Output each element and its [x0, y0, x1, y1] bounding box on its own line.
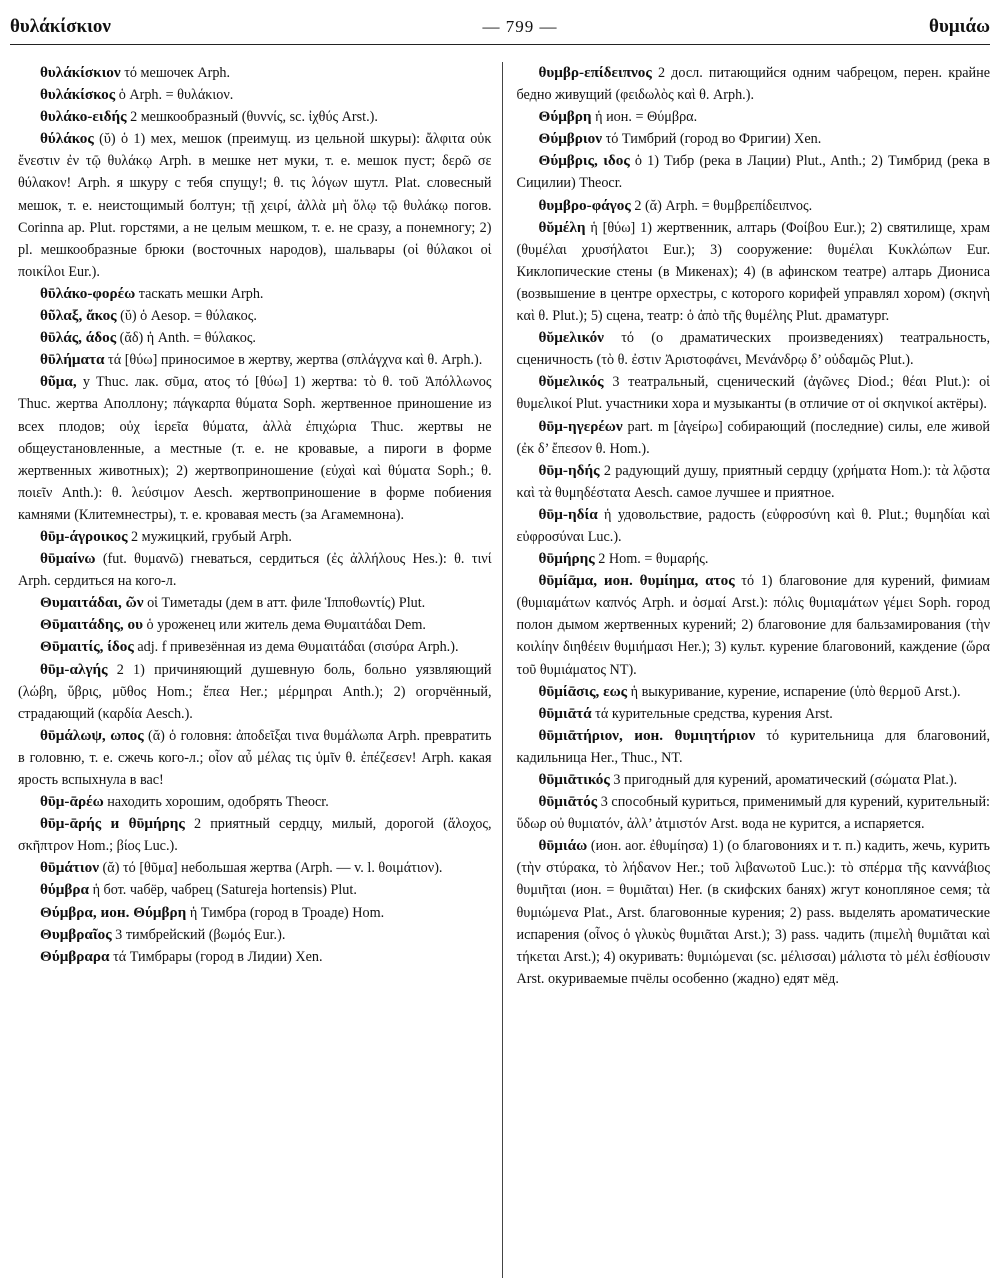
entry-definition: (ᾰ) τό [θῦμα] небольшая жертва (Arph. — v. l. θοιμάτιον).	[102, 860, 443, 877]
dictionary-entry	[517, 371, 991, 415]
dictionary-entry	[18, 371, 492, 526]
entry-headword: Θύμβραρα	[40, 947, 110, 965]
entry-definition: 2 1) причиняющий душевную боль, больно уязвляющий (λώβη, ὕβρις, μῦθος Hom.; ἔπεα Her.; μέρμηραι Anth.); 2) огорчённый, страдающий (καρδία Aesch.).	[18, 661, 492, 722]
entry-definition: ἡ удовольствие, радость (εὐφροσύνη καὶ θ. Plut.; θυμηδίαι καὶ εὐφροσύναι Luc.).	[516, 506, 990, 545]
entry-headword: θυλάκο-ειδής	[40, 108, 127, 126]
dictionary-entry	[517, 195, 991, 217]
entry-definition: (ῠ) ὁ 1) мех, мешок (преимущ. из цельной шкуры): ἄλφιτα οὐκ ἔνεστιν ἐν τῷ θυλάκῳ Arph. в мешке нет муки, т. е. мешок пуст; δερῶ σε θύλακον! Arph. я шкуру с тебя спущу!; θ. τις λόγων шутл. Plat. словесный мешок, т. е. неистощимый болтун; τῇ χειρί, ἀλλὰ μὴ ὅλῳ τῷ θυλάκῳ погов. Corinna ap. Plut. горстями, а не целым мешком, т. е. не сразу, а понемногу; 2) pl. мешкообразные брюки (восточных народов), шальвары (οἱ θύλακοι οἱ ποικίλοι Eur.).	[18, 131, 492, 280]
entry-headword: θυλάκίσκος	[40, 86, 116, 104]
dictionary-entry	[517, 128, 991, 150]
entry-definition: adj. f привезённая из дема Θυμαιτάδαι (σισύρα Arph.).	[137, 639, 459, 656]
entry-headword: Θύμβρη	[538, 108, 592, 126]
entry-definition: ὁ 1) Тибр (река в Лации) Plut., Anth.; 2) Тимбрид (река в Сицилии) Theocr.	[516, 153, 990, 192]
dictionary-entry	[18, 813, 492, 857]
entry-headword: θύμβρα	[40, 881, 90, 899]
entry-definition: (fut. θυμανῶ) гневаться, сердиться (ἐς ἀλλήλους Hes.): θ. τινί Arph. сердиться на кого-л.	[18, 551, 492, 590]
entry-headword: θῦλαξ, ἄκος	[40, 307, 117, 325]
entry-definition: находить хорошим, одобрять Theocr.	[107, 794, 329, 811]
entry-definition: τό мешочек Arph.	[124, 65, 231, 81]
entry-headword: Θῡμαιτίς, ίδος	[40, 638, 134, 656]
entry-definition: 2 радующий душу, приятный сердцу (χρήματα Hom.): τὰ λῷστα καὶ τὰ θυμηδέστατα Aesch. самое лучшее и приятное.	[516, 462, 990, 501]
entry-definition: 3 театральный, сценический (ἀγῶνες Diod.; θέαι Plut.): οἱ θυμελικοί Plut. участники хора и музыканты (в отличие от οἱ σκηνικοί актёры).	[516, 374, 990, 413]
entry-definition: 2 (ᾰ) Arph. = θυμβρεπίδειπνος.	[634, 197, 813, 214]
entry-definition: у Thuc. лак. σῦμα, ατος τό [θύω] 1) жертва: τὸ θ. τοῦ Ἀπόλλωνος Thuc. жертва Аполлону; πάγκαρπα θύματα Soph. жертвенное приношение из всех плодов; οὐχ ἱερεῖα θύματα, ἀλλὰ ἐπιχώρια Thuc. жертвы не общеустановленные, а местные (т. е. не кровавые, а пироги в форме жертвенных животных); 2) жертвоприношение (εὐχαὶ καὶ θύματα Soph.; θ. ποιεῖν Anth.): θ. λεύσιμον Aesch. жертвоприношение в форме побиения камнями (Клитемнестры), т. е. кровавая месть (за Агамемнона).	[18, 374, 492, 523]
dictionary-entry	[18, 305, 492, 327]
dictionary-entry	[18, 62, 492, 84]
entry-headword: θῡμαίνω	[40, 550, 96, 568]
entry-headword: θῡμ-άγροικος	[40, 527, 128, 545]
dictionary-entry	[517, 703, 991, 725]
entry-headword: θῡμήρης	[538, 550, 595, 568]
dictionary-entry	[517, 460, 991, 504]
entry-definition: ἡ [θύω] 1) жертвенник, алтарь (Φοίβου Eur.); 2) святилище, храм (θυμέλαι χρυσήλατοι Eur.); 3) сооружение: θυμέλαι Κυκλώπων Eur. Киклопические стены (в Микенах); 4) (в афинском театре) алтарь Диониса (возвышение в центре орхестры, с которого корифей управлял хором) (σκηνὴ καὶ θ. Plut.); 5) сцена, театр: ὁ ἀπὸ τῆς θυμέλης Plut. драматург.	[516, 219, 990, 325]
dictionary-entry	[18, 349, 492, 371]
entry-headword: θῡμίᾱσις, εως	[538, 682, 628, 700]
right-column	[503, 62, 991, 1278]
entry-headword: θῡμιᾱτά	[538, 704, 592, 722]
entry-headword: θῡμίᾱμα, ион. θυμίημα, ατος	[538, 572, 735, 590]
entry-headword: θυμβρο-φάγος	[538, 196, 631, 214]
dictionary-entry	[18, 857, 492, 879]
entry-definition: 2 досл. питающийся одним чабрецом, перен. крайне бедно живущий (φειδωλὸς καὶ θ. Arph.).	[516, 65, 990, 104]
entry-definition: ἡ бот. чабёр, чабрец (Satureja hortensis) Plut.	[92, 882, 357, 899]
entry-definition: 2 приятный сердцу, милый, дорогой (ἄλοχος, σκῆπτρον Hom.; βίος Luc.).	[18, 816, 492, 855]
entry-headword: θυλάκίσκιον	[40, 64, 121, 81]
entry-definition: τά [θύω] приносимое в жертву, жертва (σπλάγχνα καὶ θ. Arph.).	[108, 352, 483, 369]
dictionary-entry	[517, 327, 991, 371]
dictionary-entry	[18, 526, 492, 548]
entry-headword: θῠμελικόν	[538, 329, 604, 347]
entry-headword: Θύμβρις, ιδος	[538, 152, 630, 170]
dictionary-entry	[18, 791, 492, 813]
entry-headword: θῡλήματα	[40, 351, 105, 369]
entry-headword: Θύμβριον	[538, 130, 603, 148]
entry-definition: 2 мешкообразный (θυννίς, sc. ἰχθύς Arst.).	[130, 109, 378, 126]
dictionary-entry	[517, 791, 991, 835]
dictionary-entry	[18, 659, 492, 725]
dictionary-entry	[18, 128, 492, 283]
entry-headword: Θυμαιτάδαι, ῶν	[40, 594, 144, 612]
dictionary-entry	[18, 725, 492, 791]
entry-headword: θῡμ-ᾱρής и θῡμήρης	[40, 815, 185, 833]
dictionary-entry	[517, 106, 991, 128]
entry-definition: (ион. aor. ἐθυμίησα) 1) (о благовониях и т. п.) кадить, жечь, курить (τὴν στύρακα, τὸ λήδανον Her.; τοῦ λιβανωτοῦ Luc.): τὸ σπέρμα τῆς καννάβιος θυμιῆται (ион. = θυμιᾶται) Her. (в скифских банях) жгут конопляное семя; τὰ θυμιώμενα Plat., Arst. благовонные курения; 2) pass. выделять ароматические испарения (οἶνος ὁ γλυκὺς θυμιᾶται Arst.); 3) pass. чадить (πιμελὴ θυμιᾶται καὶ τήκεται Arst.); 4) окуривать: θυμιώμεναι (sc. μέλισσαι) μάλιστα τὸ μέλι ἐσθίουσιν Arst. окуриваемые пчёлы особенно (жадно) едят мёд.	[516, 838, 990, 987]
page-header	[10, 10, 990, 45]
entry-definition: οἱ Тиметады (дем в атт. филе Ἱπποθωντίς) Plut.	[147, 595, 426, 612]
page-number: — 799 —	[482, 17, 558, 36]
dictionary-entry	[517, 504, 991, 548]
dictionary-entry	[517, 725, 991, 769]
entry-headword: θῠμέλη	[538, 218, 586, 236]
entry-headword: θῡμ-ηδής	[538, 461, 600, 479]
dictionary-columns	[18, 62, 990, 1278]
dictionary-entry	[18, 924, 492, 946]
entry-headword: θῡμιᾱτήριον, ион. θυμιητήριον	[538, 726, 756, 744]
entry-headword: θῡμ-ηδία	[538, 505, 598, 523]
entry-definition: τό 1) благовоние для курений, фимиам (θυμιαμάτων καπνός Arph. и ὀσμαί Arst.): πόλις θυμιαμάτων γέμει Soph. город полон дымом жертвенных курений; 2) благовоние для бальзамирования (τὴν κοιλίην διηθέειν θυμιήμασι Her.); 3) культ. курение благовоний, каждение (ὥρα τοῦ θυμιάματος NT).	[516, 573, 990, 678]
dictionary-entry	[517, 217, 991, 327]
entry-headword: θῡμιάω	[538, 837, 588, 855]
dictionary-entry	[517, 150, 991, 194]
dictionary-entry	[18, 106, 492, 128]
entry-definition: (ῠ) ὁ Aesop. = θύλακος.	[120, 308, 257, 325]
running-headword-right: θυμιάω	[929, 16, 990, 37]
entry-definition: τό (о драматических произведениях) театральность, сценичность (τὸ θ. ἐστιν Ἀριστοφάνει, Μενάνδρῳ δ’ οὐδαμῶς Plut.).	[516, 330, 990, 369]
entry-definition: 3 тимбрейский (βωμός Eur.).	[115, 926, 286, 943]
entry-headword: θῡμιᾱτός	[538, 793, 598, 811]
dictionary-entry	[517, 769, 991, 791]
entry-definition: (ᾰ) ὁ головня: ἀποδεῖξαι τινα θυμάλωπα Arph. превратить в головню, т. е. сжечь кого-л.; οἷον αὖ μέλας τις ὑμῖν θ. ἐπέζεσεν! Arph. какая ярость вспыхнула в вас!	[18, 727, 492, 788]
entry-definition: 2 мужицкий, грубый Arph.	[131, 528, 292, 545]
entry-headword: θῡμάτιον	[40, 859, 99, 877]
dictionary-entry	[517, 681, 991, 703]
dictionary-entry	[517, 835, 991, 990]
entry-definition: ὁ уроженец или житель дема Θυμαιτάδαι Dem.	[146, 617, 426, 634]
entry-headword: θῠμελικός	[538, 373, 604, 391]
dictionary-entry	[18, 327, 492, 349]
entry-headword: θῡμ-ᾱρέω	[40, 793, 104, 811]
entry-headword: θῡλάς, άδος	[40, 329, 117, 347]
dictionary-entry	[18, 636, 492, 658]
entry-definition: ἡ выкуривание, курение, испарение (ὑπὸ θερμοῦ Arst.).	[630, 683, 961, 700]
running-headword-left: θυλάκίσκιον	[10, 16, 111, 37]
entry-definition: 3 пригодный для курений, ароматический (σώματα Plat.).	[613, 772, 958, 788]
entry-headword: θῡμ-ηγερέων	[538, 417, 623, 435]
entry-headword: θῡμ-αλγής	[40, 660, 108, 678]
dictionary-entry	[18, 548, 492, 592]
entry-definition: τά Тимбрары (город в Лидии) Xen.	[113, 948, 323, 965]
dictionary-entry	[18, 283, 492, 305]
entry-headword: θυμβρ-επίδειπνος	[538, 64, 652, 81]
entry-definition: ἡ Тимбра (город в Троаде) Hom.	[189, 904, 385, 921]
entry-definition: 3 способный куриться, применимый для курений, курительный: ὕδωρ οὐ θυμιατόν, ἀλλ’ ἀτμιστόν Arst. вода не курится, а испаряется.	[516, 794, 990, 833]
dictionary-entry	[517, 548, 991, 570]
entry-definition: τά курительные средства, курения Arst.	[595, 705, 833, 722]
entry-definition: 2 Hom. = θυμαρής.	[598, 551, 709, 568]
left-column	[18, 62, 503, 1278]
entry-definition: ὁ Arph. = θυλάκιον.	[118, 87, 234, 104]
dictionary-entry	[517, 570, 991, 680]
entry-headword: θῡμιᾱτικός	[538, 771, 610, 788]
entry-headword: θύλάκος	[40, 130, 94, 148]
entry-headword: Θῡμαιτάδης, ου	[40, 616, 143, 634]
entry-definition: τό Тимбрий (город во Фригии) Xen.	[605, 131, 822, 148]
entry-definition: part. m [ἀγείρω] собирающий (последние) силы, еле живой (ἐκ δ’ ἔπεσον θ. Hom.).	[516, 418, 990, 457]
dictionary-entry	[18, 592, 492, 614]
entry-definition: ἡ ион. = Θύμβρα.	[595, 109, 698, 126]
entry-definition: (ᾰδ) ἡ Anth. = θύλακος.	[119, 330, 256, 347]
entry-definition: τό курительница для благовоний, кадильница Her., Thuc., NT.	[516, 727, 990, 766]
dictionary-entry	[18, 84, 492, 106]
entry-headword: θῦμα,	[40, 373, 77, 391]
entry-definition: таскать мешки Arph.	[138, 285, 264, 302]
dictionary-entry	[18, 614, 492, 636]
dictionary-entry	[517, 62, 991, 106]
dictionary-entry	[18, 946, 492, 968]
dictionary-entry	[517, 416, 991, 460]
entry-headword: θῡμάλωψ, ωπος	[40, 726, 144, 744]
entry-headword: Θύμβρα, ион. Θύμβρη	[40, 903, 187, 921]
entry-headword: θῡλάκο-φορέω	[40, 284, 136, 302]
entry-headword: Θυμβραῖος	[40, 925, 112, 943]
dictionary-entry	[18, 902, 492, 924]
dictionary-entry	[18, 879, 492, 901]
